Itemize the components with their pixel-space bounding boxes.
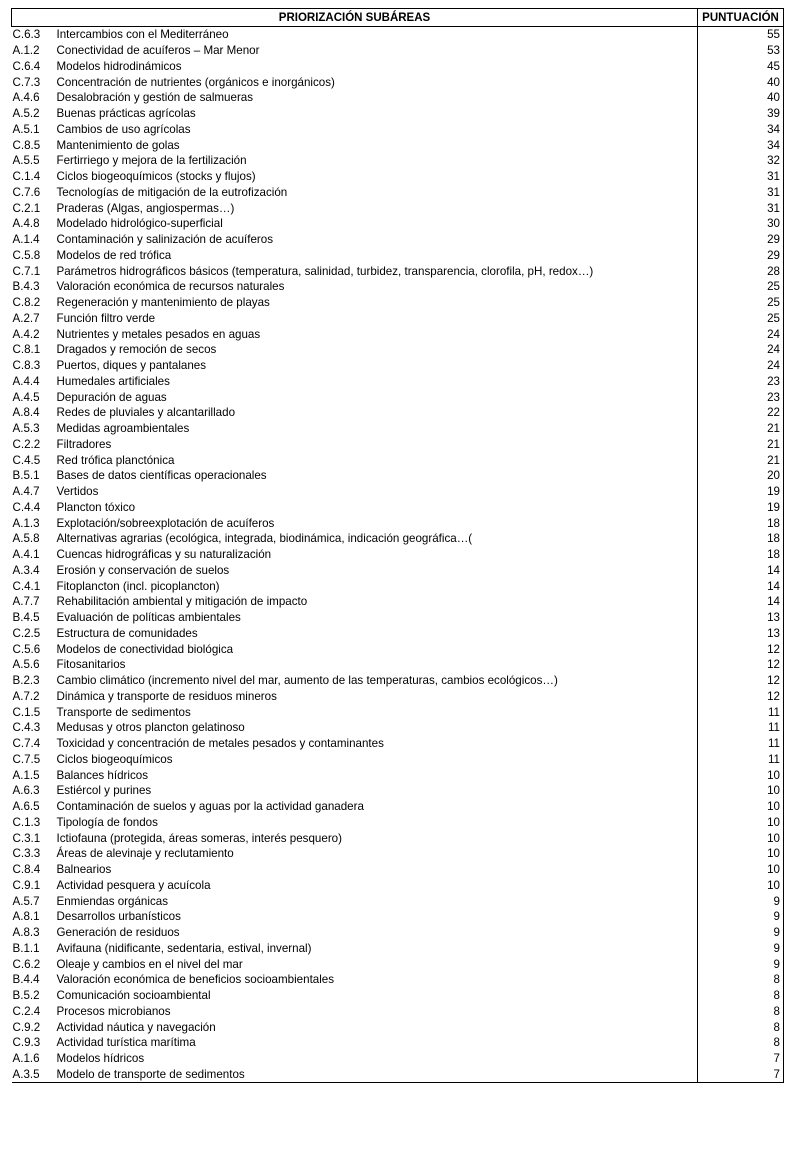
subarea-name: Procesos microbianos (56, 1004, 698, 1020)
table-row (12, 972, 784, 988)
table-row (12, 941, 784, 957)
table-row (12, 263, 784, 279)
subarea-score: 40 (698, 74, 784, 90)
subarea-code: B.4.5 (12, 611, 40, 625)
table-row (12, 200, 784, 216)
table-row (12, 295, 784, 311)
subarea-score: 22 (698, 405, 784, 421)
subarea-name: Explotación/sobreexplotación de acuíferos (56, 515, 698, 531)
subarea-code: B.1.1 (12, 941, 40, 955)
subarea-score: 7 (698, 1051, 784, 1067)
subarea-name: Valoración económica de beneficios socioambientales (56, 972, 698, 988)
subarea-code: A.3.5 (12, 1067, 56, 1083)
subarea-code: C.7.5 (12, 752, 41, 766)
table-row (12, 925, 784, 941)
subarea-score: 10 (698, 862, 784, 878)
subarea-name: Actividad náutica y navegación (56, 1019, 698, 1035)
subarea-code: B.5.1 (12, 469, 40, 483)
subarea-name: Ciclos biogeoquímicos (stocks y flujos) (56, 169, 698, 185)
table-row (12, 248, 784, 264)
subarea-score: 7 (698, 1067, 784, 1083)
subarea-score: 8 (698, 1035, 784, 1051)
subarea-code: A.1.5 (12, 768, 40, 782)
table-row (12, 468, 784, 484)
table-row (12, 657, 784, 673)
subarea-score: 14 (698, 578, 784, 594)
subarea-code: A.5.5 (12, 154, 40, 168)
subarea-score: 29 (698, 248, 784, 264)
subarea-name: Desalobración y gestión de salmueras (56, 90, 698, 106)
subarea-name: Fertirriego y mejora de la fertilización (56, 153, 698, 169)
table-row (12, 122, 784, 138)
subarea-score: 10 (698, 830, 784, 846)
subarea-name: Estructura de comunidades (56, 626, 698, 642)
subarea-code: C.5.6 (12, 642, 41, 656)
subarea-code: B.4.3 (12, 280, 40, 294)
subarea-score: 24 (698, 342, 784, 358)
table-row (12, 736, 784, 752)
subarea-name: Modelos de red trófica (56, 248, 698, 264)
table-row (12, 374, 784, 390)
subarea-name: Buenas prácticas agrícolas (56, 106, 698, 122)
subarea-name: Contaminación de suelos y aguas por la actividad ganadera (56, 799, 698, 815)
subarea-code: A.2.7 (12, 311, 40, 325)
subarea-name: Áreas de alevinaje y reclutamiento (56, 846, 698, 862)
subarea-score: 9 (698, 893, 784, 909)
table-row (12, 846, 784, 862)
subarea-score: 8 (698, 1019, 784, 1035)
subarea-score: 18 (698, 515, 784, 531)
subarea-score: 18 (698, 547, 784, 563)
subarea-score: 40 (698, 90, 784, 106)
subarea-code: A.8.4 (12, 406, 40, 420)
subarea-name: Balances hídricos (56, 767, 698, 783)
table-body (12, 27, 784, 1083)
table-row (12, 59, 784, 75)
subarea-code: C.8.1 (12, 343, 41, 357)
table-row (12, 673, 784, 689)
subarea-score: 11 (698, 704, 784, 720)
subarea-name: Desarrollos urbanísticos (56, 909, 698, 925)
subarea-score: 19 (698, 484, 784, 500)
subarea-score: 25 (698, 295, 784, 311)
table-row (12, 878, 784, 894)
subarea-name: Balnearios (56, 862, 698, 878)
subarea-name: Parámetros hidrográficos básicos (temperatura, salinidad, turbidez, transparencia, clorofila, pH, redox…) (56, 263, 698, 279)
subarea-code: C.6.3 (12, 28, 41, 42)
table-row (12, 767, 784, 783)
subarea-code: C.7.1 (12, 264, 41, 278)
subarea-code: C.8.3 (12, 359, 41, 373)
subarea-name: Transporte de sedimentos (56, 704, 698, 720)
table-header-row (12, 9, 784, 27)
subarea-code: C.2.2 (12, 437, 41, 451)
table-row (12, 74, 784, 90)
subarea-score: 8 (698, 972, 784, 988)
table-row (12, 405, 784, 421)
subarea-score: 8 (698, 988, 784, 1004)
subarea-name: Ictiofauna (protegida, áreas someras, interés pesquero) (56, 830, 698, 846)
subarea-name: Praderas (Algas, angiospermas…) (56, 200, 698, 216)
table-row (12, 311, 784, 327)
subarea-score: 25 (698, 279, 784, 295)
table-row (12, 515, 784, 531)
subarea-name: Valoración económica de recursos naturales (56, 279, 698, 295)
table-row (12, 547, 784, 563)
subarea-name: Medidas agroambientales (56, 421, 698, 437)
subarea-code: C.8.2 (12, 296, 41, 310)
subarea-score: 12 (698, 641, 784, 657)
table-row (12, 90, 784, 106)
subarea-score: 23 (698, 374, 784, 390)
subarea-code: A.6.3 (12, 784, 40, 798)
subarea-code: C.2.4 (12, 1004, 41, 1018)
subarea-name: Evaluación de políticas ambientales (56, 610, 698, 626)
table-row (12, 137, 784, 153)
subarea-name: Puertos, diques y pantalanes (56, 358, 698, 374)
header-subareas: PRIORIZACIÓN SUBÁREAS (12, 9, 698, 27)
priority-table-container (11, 8, 783, 1083)
table-row (12, 452, 784, 468)
subarea-name: Tipología de fondos (56, 815, 698, 831)
subarea-name: Modelos de conectividad biológica (56, 641, 698, 657)
table-row (12, 783, 784, 799)
subarea-score: 13 (698, 626, 784, 642)
subarea-name: Cambio climático (incremento nivel del mar, aumento de las temperaturas, cambios ecológicos…) (56, 673, 698, 689)
table-row (12, 988, 784, 1004)
subarea-score: 10 (698, 783, 784, 799)
subarea-code: C.1.3 (12, 815, 41, 829)
subarea-code: A.3.4 (12, 563, 40, 577)
subarea-code: C.9.1 (12, 878, 41, 892)
subarea-name: Estiércol y purines (56, 783, 698, 799)
subarea-score: 19 (698, 500, 784, 516)
subarea-code: A.4.8 (12, 217, 40, 231)
subarea-code: C.8.5 (12, 138, 41, 152)
table-row (12, 704, 784, 720)
subarea-score: 21 (698, 452, 784, 468)
subarea-score: 32 (698, 153, 784, 169)
subarea-code: C.6.2 (12, 957, 41, 971)
subarea-name: Redes de pluviales y alcantarillado (56, 405, 698, 421)
table-row (12, 106, 784, 122)
subarea-score: 10 (698, 767, 784, 783)
subarea-name: Red trófica planctónica (56, 452, 698, 468)
priority-table (11, 8, 784, 1083)
subarea-name: Fitosanitarios (56, 657, 698, 673)
subarea-score: 55 (698, 27, 784, 43)
subarea-score: 9 (698, 909, 784, 925)
subarea-code: A.1.3 (12, 516, 40, 530)
subarea-score: 23 (698, 389, 784, 405)
subarea-name: Oleaje y cambios en el nivel del mar (56, 956, 698, 972)
table-row (12, 909, 784, 925)
table-row (12, 500, 784, 516)
table-row (12, 484, 784, 500)
subarea-code: A.5.8 (12, 532, 40, 546)
table-row (12, 862, 784, 878)
table-row (12, 752, 784, 768)
table-row (12, 956, 784, 972)
subarea-code: C.6.4 (12, 59, 41, 73)
subarea-score: 21 (698, 421, 784, 437)
subarea-name: Modelos hidrodinámicos (56, 59, 698, 75)
subarea-score: 10 (698, 815, 784, 831)
subarea-score: 18 (698, 531, 784, 547)
subarea-score: 14 (698, 563, 784, 579)
subarea-score: 21 (698, 437, 784, 453)
subarea-score: 12 (698, 689, 784, 705)
header-score: PUNTUACIÓN (698, 9, 784, 27)
subarea-code: C.1.4 (12, 170, 41, 184)
subarea-name: Fitoplancton (incl. picoplancton) (56, 578, 698, 594)
subarea-score: 8 (698, 1004, 784, 1020)
subarea-code: C.2.5 (12, 626, 41, 640)
table-row (12, 326, 784, 342)
subarea-code: A.4.1 (12, 548, 40, 562)
subarea-code: A.5.2 (12, 107, 40, 121)
subarea-code: C.4.1 (12, 579, 41, 593)
subarea-name: Comunicación socioambiental (56, 988, 698, 1004)
subarea-score: 10 (698, 799, 784, 815)
table-row (12, 799, 784, 815)
subarea-score: 11 (698, 736, 784, 752)
table-row (12, 342, 784, 358)
subarea-name: Generación de residuos (56, 925, 698, 941)
subarea-score: 39 (698, 106, 784, 122)
subarea-code: B.5.2 (12, 989, 40, 1003)
table-row (12, 232, 784, 248)
table-row (12, 531, 784, 547)
subarea-name: Plancton tóxico (56, 500, 698, 516)
subarea-name: Función filtro verde (56, 311, 698, 327)
subarea-name: Medusas y otros plancton gelatinoso (56, 720, 698, 736)
subarea-code: A.4.7 (12, 485, 40, 499)
subarea-score: 31 (698, 200, 784, 216)
subarea-code: C.9.3 (12, 1036, 41, 1050)
table-row (12, 815, 784, 831)
subarea-name: Tecnologías de mitigación de la eutrofización (56, 185, 698, 201)
subarea-name: Concentración de nutrientes (orgánicos e inorgánicos) (56, 74, 698, 90)
table-row (12, 1004, 784, 1020)
subarea-code: C.1.5 (12, 705, 41, 719)
table-row (12, 279, 784, 295)
subarea-name: Cuencas hidrográficas y su naturalización (56, 547, 698, 563)
subarea-score: 9 (698, 941, 784, 957)
table-row (12, 720, 784, 736)
subarea-code: C.7.3 (12, 75, 41, 89)
table-row (12, 594, 784, 610)
subarea-code: C.9.2 (12, 1020, 41, 1034)
table-row (12, 1019, 784, 1035)
subarea-name: Vertidos (56, 484, 698, 500)
subarea-name: Nutrientes y metales pesados en aguas (56, 326, 698, 342)
subarea-name: Intercambios con el Mediterráneo (56, 27, 698, 43)
subarea-code: A.6.5 (12, 800, 40, 814)
subarea-name: Modelo de transporte de sedimentos (56, 1067, 698, 1083)
subarea-name: Contaminación y salinización de acuíferos (56, 232, 698, 248)
table-row (12, 893, 784, 909)
subarea-score: 10 (698, 846, 784, 862)
subarea-score: 11 (698, 752, 784, 768)
table-row (12, 563, 784, 579)
subarea-name: Regeneración y mantenimiento de playas (56, 295, 698, 311)
table-row (12, 1067, 784, 1083)
subarea-code: A.8.3 (12, 926, 40, 940)
subarea-score: 31 (698, 169, 784, 185)
subarea-name: Depuración de aguas (56, 389, 698, 405)
table-row (12, 830, 784, 846)
subarea-score: 24 (698, 358, 784, 374)
table-row (12, 626, 784, 642)
table-row (12, 421, 784, 437)
subarea-code: C.2.1 (12, 201, 41, 215)
subarea-name: Modelos hídricos (56, 1051, 698, 1067)
subarea-name: Cambios de uso agrícolas (56, 122, 698, 138)
subarea-score: 53 (698, 43, 784, 59)
subarea-name: Toxicidad y concentración de metales pesados y contaminantes (56, 736, 698, 752)
subarea-code: C.4.3 (12, 721, 41, 735)
subarea-code: C.8.4 (12, 863, 41, 877)
table-row (12, 437, 784, 453)
subarea-code: C.7.6 (12, 185, 41, 199)
subarea-code: C.3.1 (12, 831, 41, 845)
subarea-score: 30 (698, 216, 784, 232)
table-row (12, 389, 784, 405)
subarea-code: A.4.6 (12, 91, 40, 105)
subarea-name: Rehabilitación ambiental y mitigación de impacto (56, 594, 698, 610)
subarea-code: A.5.7 (12, 894, 40, 908)
subarea-name: Erosión y conservación de suelos (56, 563, 698, 579)
subarea-score: 25 (698, 311, 784, 327)
subarea-name: Conectividad de acuíferos – Mar Menor (56, 43, 698, 59)
subarea-code: A.4.5 (12, 390, 40, 404)
subarea-score: 13 (698, 610, 784, 626)
table-row (12, 610, 784, 626)
subarea-score: 20 (698, 468, 784, 484)
subarea-score: 34 (698, 122, 784, 138)
subarea-score: 28 (698, 263, 784, 279)
table-row (12, 185, 784, 201)
subarea-name: Bases de datos científicas operacionales (56, 468, 698, 484)
subarea-score: 29 (698, 232, 784, 248)
subarea-name: Alternativas agrarias (ecológica, integrada, biodinámica, indicación geográfica…( (56, 531, 698, 547)
subarea-score: 45 (698, 59, 784, 75)
subarea-score: 34 (698, 137, 784, 153)
subarea-code: A.1.2 (12, 44, 40, 58)
subarea-score: 12 (698, 657, 784, 673)
subarea-name: Ciclos biogeoquímicos (56, 752, 698, 768)
table-row (12, 43, 784, 59)
subarea-code: A.8.1 (12, 910, 40, 924)
subarea-code: A.7.7 (12, 595, 40, 609)
subarea-code: A.4.4 (12, 374, 40, 388)
subarea-name: Mantenimiento de golas (56, 137, 698, 153)
subarea-code: B.2.3 (12, 674, 40, 688)
subarea-score: 9 (698, 956, 784, 972)
subarea-code: A.1.6 (12, 1052, 40, 1066)
table-row (12, 358, 784, 374)
subarea-code: A.4.2 (12, 327, 40, 341)
subarea-name: Modelado hidrológico-superficial (56, 216, 698, 232)
subarea-code: C.5.8 (12, 248, 41, 262)
subarea-code: A.1.4 (12, 233, 40, 247)
table-row (12, 689, 784, 705)
subarea-code: A.5.6 (12, 658, 40, 672)
subarea-name: Actividad turística marítima (56, 1035, 698, 1051)
table-row (12, 169, 784, 185)
subarea-name: Enmiendas orgánicas (56, 893, 698, 909)
subarea-code: C.4.4 (12, 500, 41, 514)
subarea-score: 31 (698, 185, 784, 201)
subarea-code: A.7.2 (12, 689, 40, 703)
subarea-code: C.4.5 (12, 453, 41, 467)
table-row (12, 153, 784, 169)
subarea-code: C.7.4 (12, 737, 41, 751)
subarea-name: Dragados y remoción de secos (56, 342, 698, 358)
table-row (12, 641, 784, 657)
subarea-name: Dinámica y transporte de residuos mineros (56, 689, 698, 705)
subarea-code: B.4.4 (12, 973, 40, 987)
table-row (12, 578, 784, 594)
subarea-name: Actividad pesquera y acuícola (56, 878, 698, 894)
subarea-score: 24 (698, 326, 784, 342)
table-row (12, 27, 784, 43)
subarea-score: 9 (698, 925, 784, 941)
table-row (12, 1035, 784, 1051)
subarea-code: A.5.1 (12, 122, 40, 136)
subarea-name: Humedales artificiales (56, 374, 698, 390)
subarea-score: 10 (698, 878, 784, 894)
subarea-name: Avifauna (nidificante, sedentaria, estival, invernal) (56, 941, 698, 957)
subarea-code: C.3.3 (12, 847, 41, 861)
table-row (12, 216, 784, 232)
subarea-name: Filtradores (56, 437, 698, 453)
subarea-code: A.5.3 (12, 422, 40, 436)
subarea-score: 14 (698, 594, 784, 610)
subarea-score: 11 (698, 720, 784, 736)
subarea-score: 12 (698, 673, 784, 689)
table-row (12, 1051, 784, 1067)
